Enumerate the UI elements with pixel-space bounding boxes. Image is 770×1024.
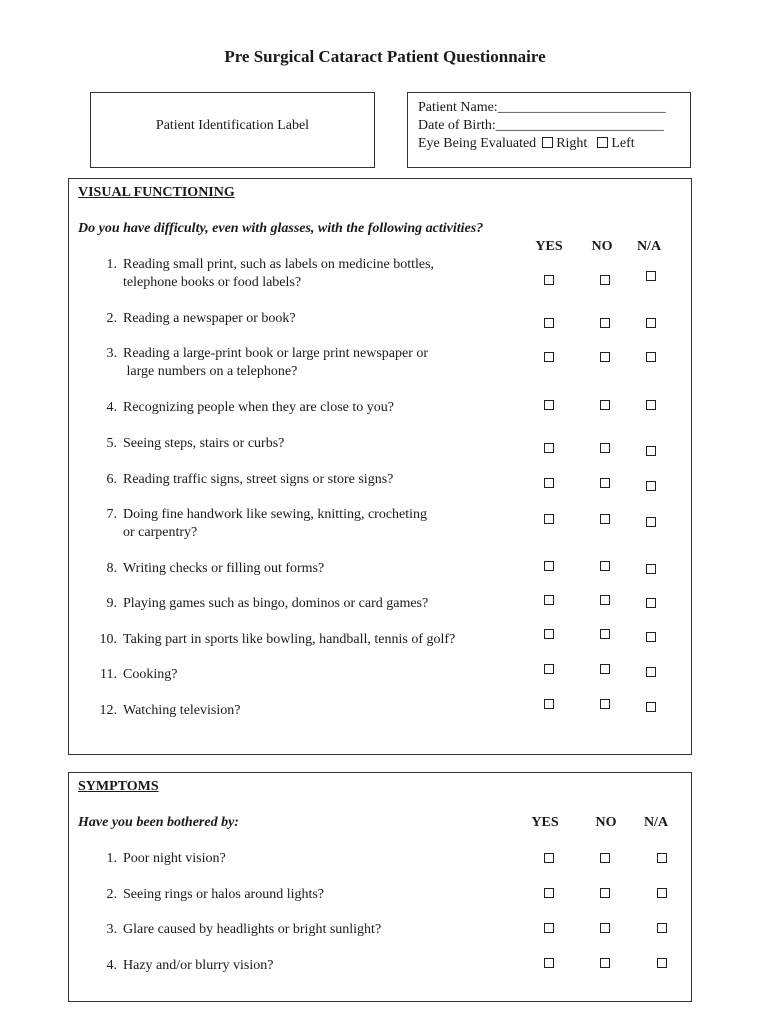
question-item: [91, 256, 434, 292]
eye-evaluated-row: [418, 136, 635, 152]
question-number: 10.: [99, 632, 117, 647]
question-number: 5.: [106, 436, 117, 451]
visual-functioning-heading: VISUAL FUNCTIONING: [78, 185, 235, 200]
no-checkbox[interactable]: [600, 958, 610, 968]
visual-col-na: N/A: [636, 239, 662, 254]
no-checkbox[interactable]: [600, 275, 610, 285]
yes-checkbox[interactable]: [544, 561, 554, 571]
no-checkbox[interactable]: [600, 595, 610, 605]
yes-checkbox[interactable]: [544, 888, 554, 898]
no-checkbox[interactable]: [600, 352, 610, 362]
question-item: [91, 886, 324, 904]
question-text: Seeing steps, stairs or curbs?: [123, 436, 285, 451]
question-item: [91, 631, 455, 649]
no-checkbox[interactable]: [600, 699, 610, 709]
question-text: Reading traffic signs, street signs or store signs?: [123, 472, 394, 487]
question-text-continued: or carpentry?: [123, 525, 198, 540]
date-of-birth-field[interactable]: Date of Birth:________________________: [418, 118, 664, 133]
left-eye-label: Left: [611, 136, 635, 151]
visual-functioning-prompt: Do you have difficulty, even with glasses, with the following activities?: [78, 221, 484, 236]
question-text: Playing games such as bingo, dominos or card games?: [123, 596, 429, 611]
symptoms-col-no: NO: [595, 815, 617, 830]
na-checkbox[interactable]: [657, 853, 667, 863]
no-checkbox[interactable]: [600, 400, 610, 410]
question-item: [91, 921, 381, 939]
page-title: Pre Surgical Cataract Patient Questionnaire: [224, 47, 546, 66]
yes-checkbox[interactable]: [544, 629, 554, 639]
question-text-continued: telephone books or food labels?: [123, 275, 302, 290]
no-checkbox[interactable]: [600, 888, 610, 898]
question-item: [91, 435, 284, 453]
question-text: Seeing rings or halos around lights?: [123, 887, 325, 902]
yes-checkbox[interactable]: [544, 595, 554, 605]
na-checkbox[interactable]: [646, 632, 656, 642]
patient-info-box: [407, 92, 691, 168]
question-text: Reading a large-print book or large print newspaper or: [123, 346, 429, 361]
no-checkbox[interactable]: [600, 318, 610, 328]
yes-checkbox[interactable]: [544, 514, 554, 524]
na-checkbox[interactable]: [646, 481, 656, 491]
yes-checkbox[interactable]: [544, 923, 554, 933]
right-eye-label: Right: [556, 136, 588, 151]
question-item: [91, 850, 226, 868]
left-eye-checkbox[interactable]: [597, 137, 608, 148]
symptoms-prompt: Have you been bothered by:: [78, 815, 239, 830]
question-item: [91, 560, 324, 578]
no-checkbox[interactable]: [600, 561, 610, 571]
question-number: 2.: [106, 311, 117, 326]
question-number: 11.: [100, 667, 117, 682]
question-text: Recognizing people when they are close to you?: [123, 400, 394, 415]
patient-id-label: Patient Identification Label: [155, 118, 310, 133]
symptoms-heading: SYMPTOMS: [78, 779, 159, 794]
yes-checkbox[interactable]: [544, 275, 554, 285]
question-text: Poor night vision?: [123, 851, 226, 866]
na-checkbox[interactable]: [646, 446, 656, 456]
na-checkbox[interactable]: [657, 958, 667, 968]
question-text: Writing checks or filling out forms?: [123, 561, 325, 576]
question-item: [91, 506, 427, 542]
no-checkbox[interactable]: [600, 629, 610, 639]
yes-checkbox[interactable]: [544, 318, 554, 328]
question-item: [91, 666, 177, 684]
no-checkbox[interactable]: [600, 664, 610, 674]
na-checkbox[interactable]: [646, 564, 656, 574]
no-checkbox[interactable]: [600, 853, 610, 863]
question-item: [91, 345, 428, 381]
no-checkbox[interactable]: [600, 514, 610, 524]
na-checkbox[interactable]: [646, 702, 656, 712]
na-checkbox[interactable]: [646, 318, 656, 328]
visual-col-yes: YES: [535, 239, 563, 254]
question-number: 12.: [99, 703, 117, 718]
question-text: Cooking?: [123, 667, 178, 682]
question-text-continued: large numbers on a telephone?: [123, 364, 298, 379]
question-number: 6.: [106, 472, 117, 487]
yes-checkbox[interactable]: [544, 853, 554, 863]
patient-name-field[interactable]: Patient Name:________________________: [418, 100, 666, 115]
na-checkbox[interactable]: [646, 271, 656, 281]
question-text: Reading a newspaper or book?: [123, 311, 296, 326]
question-item: [91, 310, 296, 328]
question-number: 7.: [106, 507, 117, 522]
na-checkbox[interactable]: [646, 352, 656, 362]
question-text: Watching television?: [123, 703, 241, 718]
na-checkbox[interactable]: [646, 517, 656, 527]
na-checkbox[interactable]: [657, 888, 667, 898]
patient-id-label-box: [90, 92, 375, 168]
question-text: Reading small print, such as labels on medicine bottles,: [123, 257, 435, 272]
yes-checkbox[interactable]: [544, 478, 554, 488]
no-checkbox[interactable]: [600, 443, 610, 453]
question-number: 1.: [106, 257, 117, 272]
question-item: [91, 702, 240, 720]
no-checkbox[interactable]: [600, 923, 610, 933]
na-checkbox[interactable]: [646, 667, 656, 677]
yes-checkbox[interactable]: [544, 400, 554, 410]
yes-checkbox[interactable]: [544, 958, 554, 968]
question-number: 1.: [106, 851, 117, 866]
question-text: Hazy and/or blurry vision?: [123, 958, 274, 973]
na-checkbox[interactable]: [646, 598, 656, 608]
question-number: 3.: [106, 922, 117, 937]
no-checkbox[interactable]: [600, 478, 610, 488]
question-number: 8.: [106, 561, 117, 576]
question-item: [91, 399, 394, 417]
question-text: Glare caused by headlights or bright sunlight?: [123, 922, 382, 937]
na-checkbox[interactable]: [657, 923, 667, 933]
yes-checkbox[interactable]: [544, 352, 554, 362]
eye-evaluated-label: Eye Being Evaluated: [418, 136, 537, 151]
question-text: Doing fine handwork like sewing, knitting, crocheting: [123, 507, 428, 522]
question-item: [91, 595, 428, 613]
question-number: 2.: [106, 887, 117, 902]
question-text: Taking part in sports like bowling, handball, tennis of golf?: [123, 632, 456, 647]
question-item: [91, 957, 273, 975]
yes-checkbox[interactable]: [544, 664, 554, 674]
question-number: 4.: [106, 400, 117, 415]
question-number: 3.: [106, 346, 117, 361]
question-item: [91, 471, 393, 489]
question-number: 9.: [106, 596, 117, 611]
right-eye-checkbox[interactable]: [542, 137, 553, 148]
symptoms-col-yes: YES: [531, 815, 559, 830]
visual-col-no: NO: [591, 239, 613, 254]
yes-checkbox[interactable]: [544, 443, 554, 453]
na-checkbox[interactable]: [646, 400, 656, 410]
yes-checkbox[interactable]: [544, 699, 554, 709]
question-number: 4.: [106, 958, 117, 973]
symptoms-col-na: N/A: [643, 815, 669, 830]
